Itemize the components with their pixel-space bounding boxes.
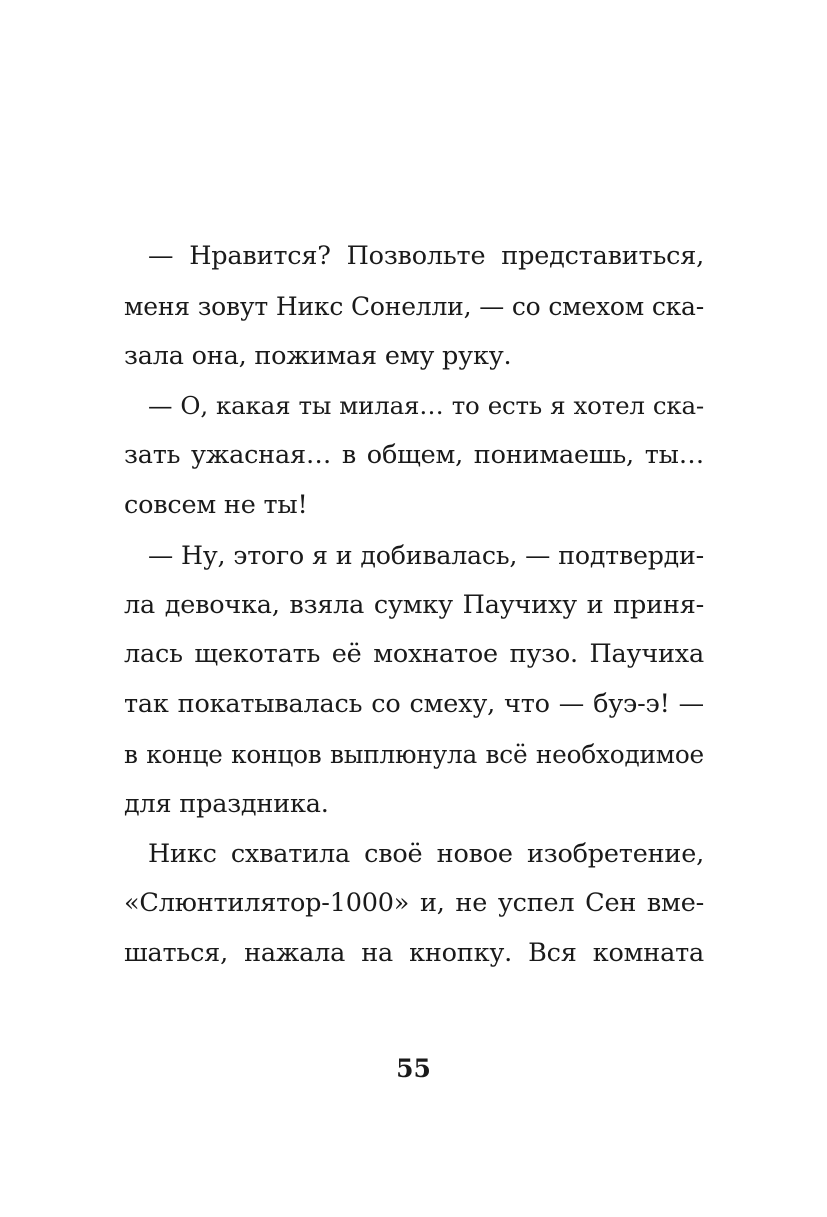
text-line: Никс схватила своё новое изобретение, [148,838,704,869]
body-text [124,232,704,979]
text-line: «Слюнтилятор-1000» и, не успел Сен вме- [124,888,704,919]
text-line: меня зовут Никс Сонелли, — со смехом ска- [124,291,704,321]
page-number: 55 [396,1054,431,1083]
text-line: совсем не ты! [124,489,308,520]
text-line: так покатывалась со смеху, что — буэ-э! — [124,689,704,720]
text-line: — О, какая ты милая… то есть я хотел ска- [148,391,704,421]
text-line: ла девочка, взяла сумку Паучиху и приня- [124,589,704,620]
text-line: для праздника. [124,788,329,819]
text-line: — Нравится? Позвольте представиться, [148,241,704,271]
text-line: — Ну, этого я и добивалась, — подтверди- [148,540,704,570]
text-line: в конце концов выплюнула всё необходимое [124,739,704,769]
text-line: зать ужасная… в общем, понимаешь, ты… [124,440,704,471]
text-line: зала она, пожимая ему руку. [124,340,512,371]
text-line: шаться, нажала на кнопку. Вся комната [124,938,704,969]
text-line: лась щекотать её мохнатое пузо. Паучиха [124,639,704,670]
